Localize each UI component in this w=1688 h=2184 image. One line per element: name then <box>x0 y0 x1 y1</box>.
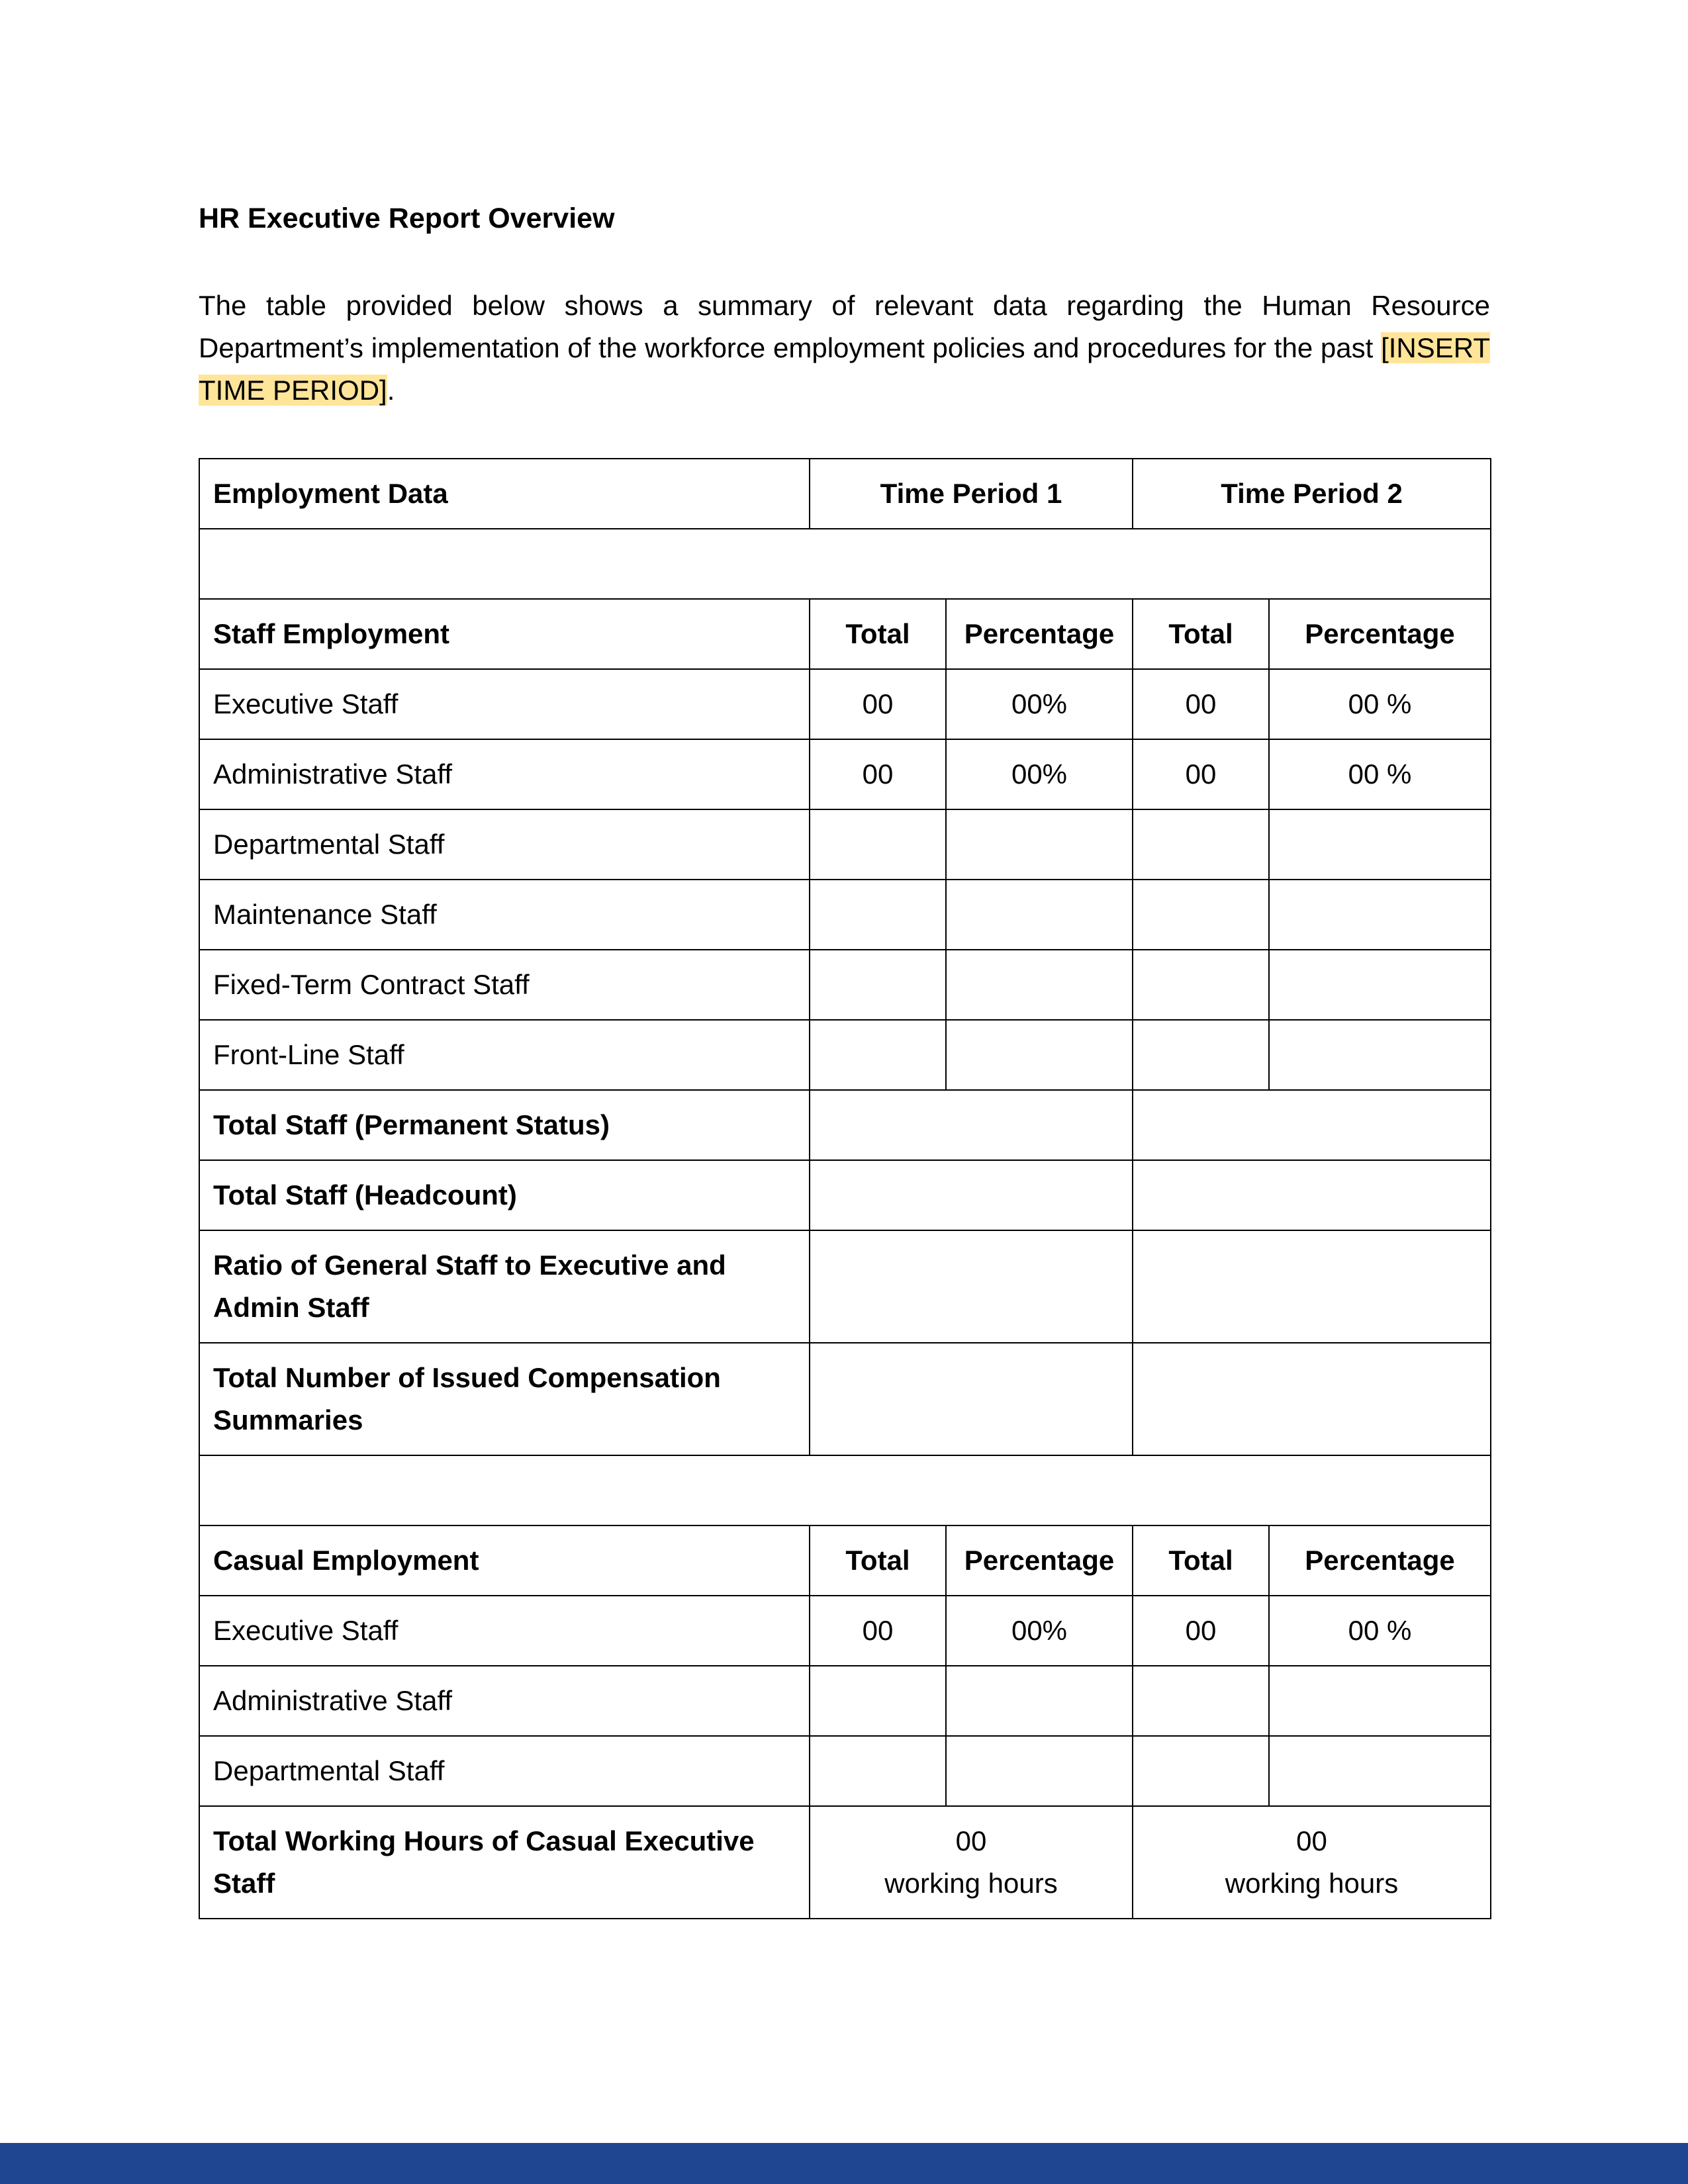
working-hours-value: 00 <box>955 1825 987 1856</box>
table-cell[interactable]: 00 <box>1133 739 1269 809</box>
table-body <box>199 459 1491 1919</box>
table-row <box>199 880 1491 950</box>
table-cell[interactable]: 00% <box>946 739 1133 809</box>
employment-data-header: Employment Data <box>199 459 810 529</box>
table-row <box>199 1596 1491 1666</box>
table-cell[interactable] <box>1133 809 1269 880</box>
table-cell[interactable]: 00 <box>810 669 946 739</box>
row-label: Maintenance Staff <box>199 880 810 950</box>
working-hours-value: 00 <box>1296 1825 1327 1856</box>
column-header: Total <box>1133 1525 1269 1596</box>
table-cell[interactable] <box>1133 1736 1269 1806</box>
table-cell[interactable] <box>1269 1736 1491 1806</box>
working-hours-cell-period-2[interactable] <box>1133 1806 1491 1919</box>
table-cell[interactable] <box>810 880 946 950</box>
column-header: Total <box>1133 599 1269 669</box>
table-cell[interactable] <box>1269 1666 1491 1736</box>
time-period-2-header: Time Period 2 <box>1133 459 1491 529</box>
table-row <box>199 1666 1491 1736</box>
page-title: HR Executive Report Overview <box>199 203 615 234</box>
table-cell[interactable] <box>1269 809 1491 880</box>
table-cell[interactable] <box>1269 950 1491 1020</box>
working-hours-cell-period-1[interactable] <box>810 1806 1133 1919</box>
table-cell[interactable] <box>946 950 1133 1020</box>
column-header: Percentage <box>1269 599 1491 669</box>
table-cell[interactable] <box>810 950 946 1020</box>
table-cell[interactable] <box>1133 880 1269 950</box>
working-hours-row <box>199 1806 1491 1919</box>
summary-cell[interactable] <box>1133 1343 1491 1455</box>
table-cell[interactable]: 00 % <box>1269 739 1491 809</box>
column-header: Percentage <box>1269 1525 1491 1596</box>
intro-paragraph <box>199 285 1490 412</box>
table-cell[interactable] <box>810 1736 946 1806</box>
column-header: Percentage <box>946 1525 1133 1596</box>
table-row <box>199 809 1491 880</box>
column-header: Percentage <box>946 599 1133 669</box>
table-row <box>199 739 1491 809</box>
table-cell[interactable] <box>810 1020 946 1090</box>
row-label: Administrative Staff <box>199 739 810 809</box>
table-cell[interactable]: 00 <box>810 739 946 809</box>
table-cell[interactable] <box>1269 880 1491 950</box>
table-row <box>199 950 1491 1020</box>
summary-row <box>199 1090 1491 1160</box>
summary-row <box>199 1230 1491 1343</box>
table-row <box>199 1020 1491 1090</box>
column-header: Total <box>810 599 946 669</box>
summary-row <box>199 1343 1491 1455</box>
table-cell[interactable]: 00 <box>810 1596 946 1666</box>
row-label: Front-Line Staff <box>199 1020 810 1090</box>
table-cell[interactable] <box>1269 1020 1491 1090</box>
summary-cell[interactable] <box>1133 1230 1491 1343</box>
table-header-row <box>199 459 1491 529</box>
working-hours-label: Total Working Hours of Casual Executive Staff <box>199 1806 810 1919</box>
section-label: Casual Employment <box>199 1525 810 1596</box>
table-cell[interactable] <box>946 880 1133 950</box>
intro-text: The table provided below shows a summary of relevant data regarding the Human Resource Department’s implementation of the workforce employment policies and procedures for the past <box>199 290 1490 363</box>
spacer-cell[interactable] <box>199 1455 1491 1525</box>
summary-cell[interactable] <box>810 1230 1133 1343</box>
row-label: Executive Staff <box>199 669 810 739</box>
summary-cell[interactable] <box>1133 1090 1491 1160</box>
summary-label: Ratio of General Staff to Executive and Admin Staff <box>199 1230 810 1343</box>
table-cell[interactable] <box>1133 1666 1269 1736</box>
summary-cell[interactable] <box>1133 1160 1491 1230</box>
summary-cell[interactable] <box>810 1160 1133 1230</box>
table-cell[interactable]: 00 % <box>1269 1596 1491 1666</box>
summary-label: Total Staff (Permanent Status) <box>199 1090 810 1160</box>
table-cell[interactable] <box>946 1020 1133 1090</box>
column-header: Total <box>810 1525 946 1596</box>
table-cell[interactable] <box>1133 950 1269 1020</box>
summary-label: Total Number of Issued Compensation Summaries <box>199 1343 810 1455</box>
table-cell[interactable] <box>810 809 946 880</box>
intro-end: . <box>387 375 395 406</box>
table-cell[interactable] <box>946 1736 1133 1806</box>
table-row <box>199 1736 1491 1806</box>
section-label: Staff Employment <box>199 599 810 669</box>
time-period-1-header: Time Period 1 <box>810 459 1133 529</box>
table-cell[interactable]: 00 <box>1133 1596 1269 1666</box>
time-period-placeholder[interactable]: [INSERT TIME PERIOD] <box>199 332 1490 406</box>
table-row <box>199 669 1491 739</box>
row-label: Departmental Staff <box>199 809 810 880</box>
summary-cell[interactable] <box>810 1343 1133 1455</box>
working-hours-unit: working hours <box>1225 1868 1399 1899</box>
row-label: Departmental Staff <box>199 1736 810 1806</box>
table-cell[interactable]: 00% <box>946 1596 1133 1666</box>
table-cell[interactable]: 00% <box>946 669 1133 739</box>
footer-bar <box>0 2143 1688 2184</box>
employment-data-table <box>199 458 1491 1919</box>
summary-cell[interactable] <box>810 1090 1133 1160</box>
summary-row <box>199 1160 1491 1230</box>
summary-label: Total Staff (Headcount) <box>199 1160 810 1230</box>
casual-employment-header-row <box>199 1525 1491 1596</box>
table-cell[interactable]: 00 <box>1133 669 1269 739</box>
table-cell[interactable]: 00 % <box>1269 669 1491 739</box>
table-cell[interactable] <box>1133 1020 1269 1090</box>
spacer-row <box>199 529 1491 599</box>
row-label: Executive Staff <box>199 1596 810 1666</box>
working-hours-unit: working hours <box>884 1868 1058 1899</box>
spacer-row <box>199 1455 1491 1525</box>
table-cell[interactable] <box>810 1666 946 1736</box>
table-cell[interactable] <box>946 809 1133 880</box>
row-label: Fixed-Term Contract Staff <box>199 950 810 1020</box>
row-label: Administrative Staff <box>199 1666 810 1736</box>
table-cell[interactable] <box>946 1666 1133 1736</box>
staff-employment-header-row <box>199 599 1491 669</box>
spacer-cell[interactable] <box>199 529 1491 599</box>
